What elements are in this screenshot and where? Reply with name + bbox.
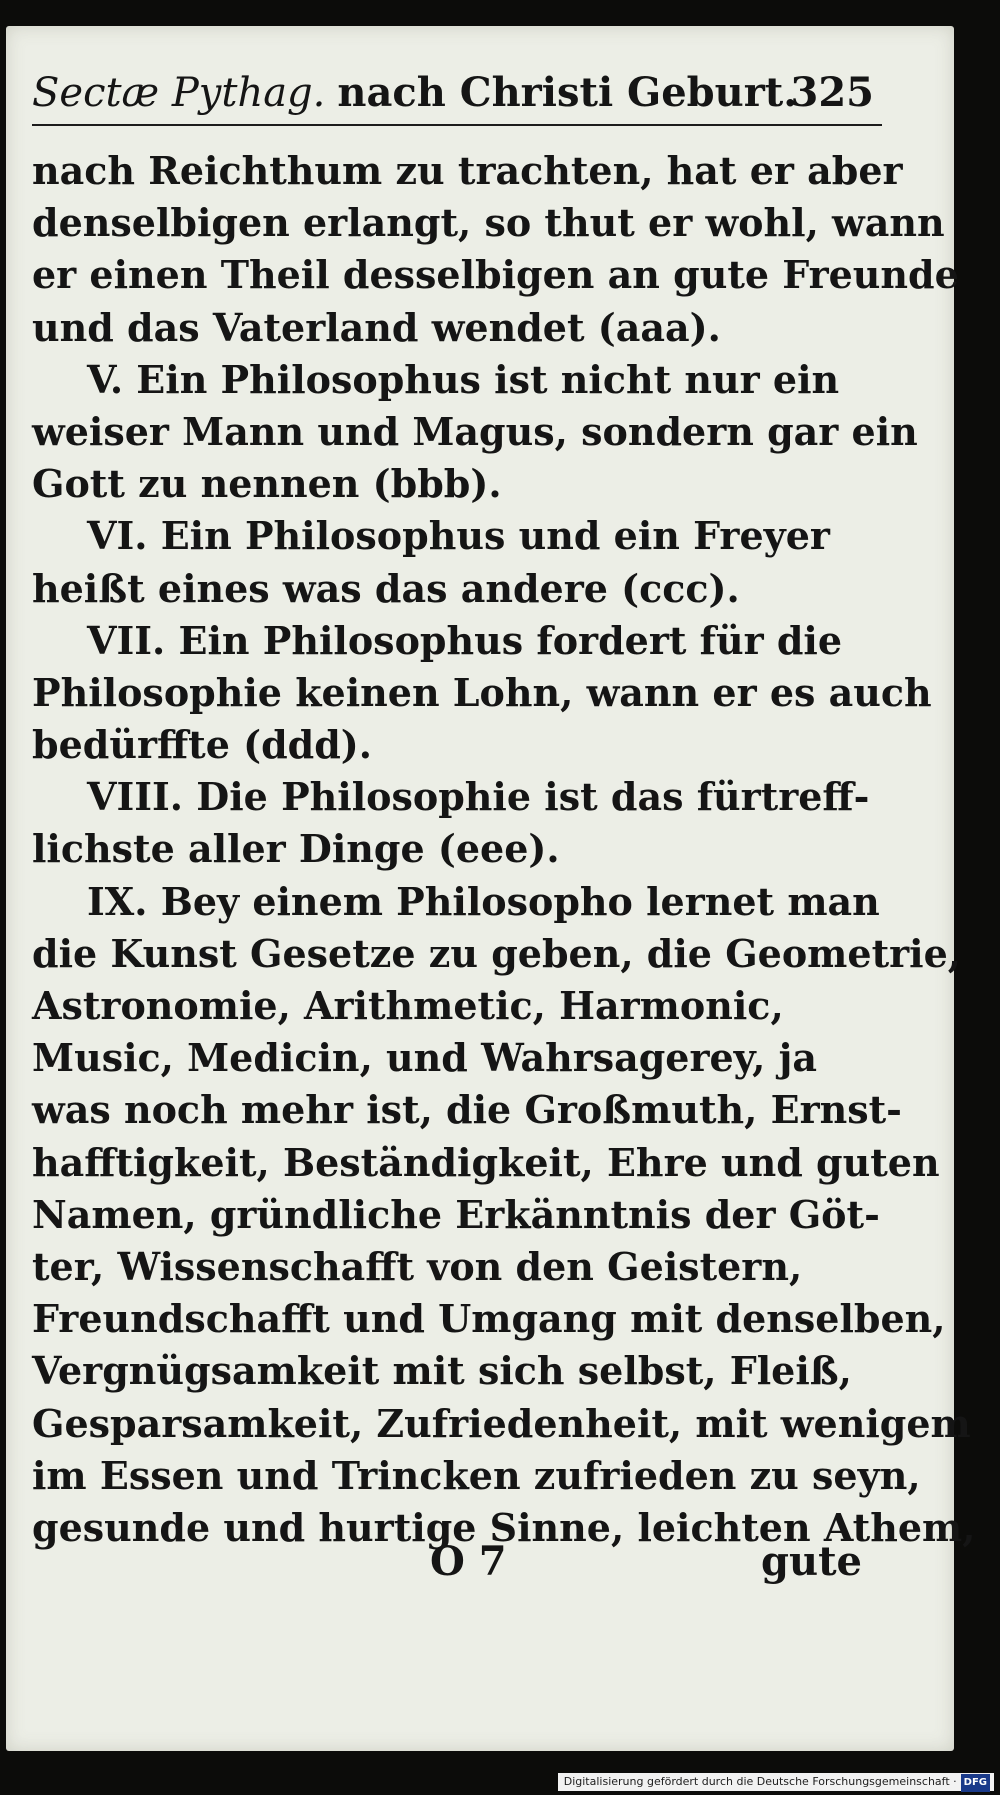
running-header [32,62,882,126]
text-line: denselbigen erlangt, so thut er wohl, wann [32,200,945,246]
running-title-latin: Sectæ Pythag. [32,70,326,116]
text-line: Music, Medicin, und Wahrsagerey, ja [32,1035,817,1081]
text-line: im Essen und Trincken zufrieden zu seyn, [32,1452,921,1498]
running-title-german: nach Christi Geburt. [337,69,798,116]
text-line: was noch mehr ist, die Großmuth, Ernst- [32,1087,902,1133]
text-line: Freundschafft und Umgang mit denselben, [32,1296,946,1342]
text-line: VII. Ein Philosophus fordert für die [87,617,843,663]
text-line: Astronomie, Arithmetic, Harmonic, [32,983,784,1028]
digitization-credit [558,1773,994,1791]
text-line: nach Reichthum zu trachten, hat er aber [32,148,903,193]
catchword: gute [761,1538,862,1585]
running-title [32,69,797,116]
page-footer [32,1538,862,1590]
credit-text: Digitalisierung gefördert durch die Deutsche Forschungsgemeinschaft · [563,1775,957,1788]
text-line: Gesparsamkeit, Zufriedenheit, mit wenigem [32,1400,971,1446]
text-line: VIII. Die Philosophie ist das fürtreff- [87,774,870,820]
text-line: weiser Mann und Magus, sondern gar ein [32,408,918,454]
text-line: gesunde und hurtige Sinne, leichten Athem, [32,1504,976,1550]
text-line: hafftigkeit, Beständigkeit, Ehre und guten [32,1139,940,1185]
page-number: 325 [790,69,874,116]
text-line: V. Ein Philosophus ist nicht nur ein [87,356,840,402]
text-line: die Kunst Gesetze zu geben, die Geometrie, [32,930,961,976]
text-line: bedürffte (ddd). [32,722,373,768]
text-line: VI. Ein Philosophus und ein Freyer [87,513,830,559]
text-line: ter, Wissenschafft von den Geistern, [32,1243,803,1289]
signature-mark: O 7 [430,1538,507,1585]
body-text [32,145,976,1554]
text-line: und das Vaterland wendet (aaa). [32,304,721,350]
text-line: Vergnügsamkeit mit sich selbst, Fleiß, [32,1348,852,1394]
dfg-logo: DFG [961,1774,990,1792]
text-line: er einen Theil desselbigen an gute Freunde [32,252,959,298]
text-line: lichste aller Dinge (eee). [32,826,560,872]
text-line: Namen, gründliche Erkänntnis der Göt- [32,1191,880,1237]
text-line: Gott zu nennen (bbb). [32,461,502,507]
text-line: IX. Bey einem Philosopho lernet man [87,878,880,924]
text-line: Philosophie keinen Lohn, wann er es auch [32,669,932,715]
text-line: heißt eines was das andere (ccc). [32,565,740,611]
